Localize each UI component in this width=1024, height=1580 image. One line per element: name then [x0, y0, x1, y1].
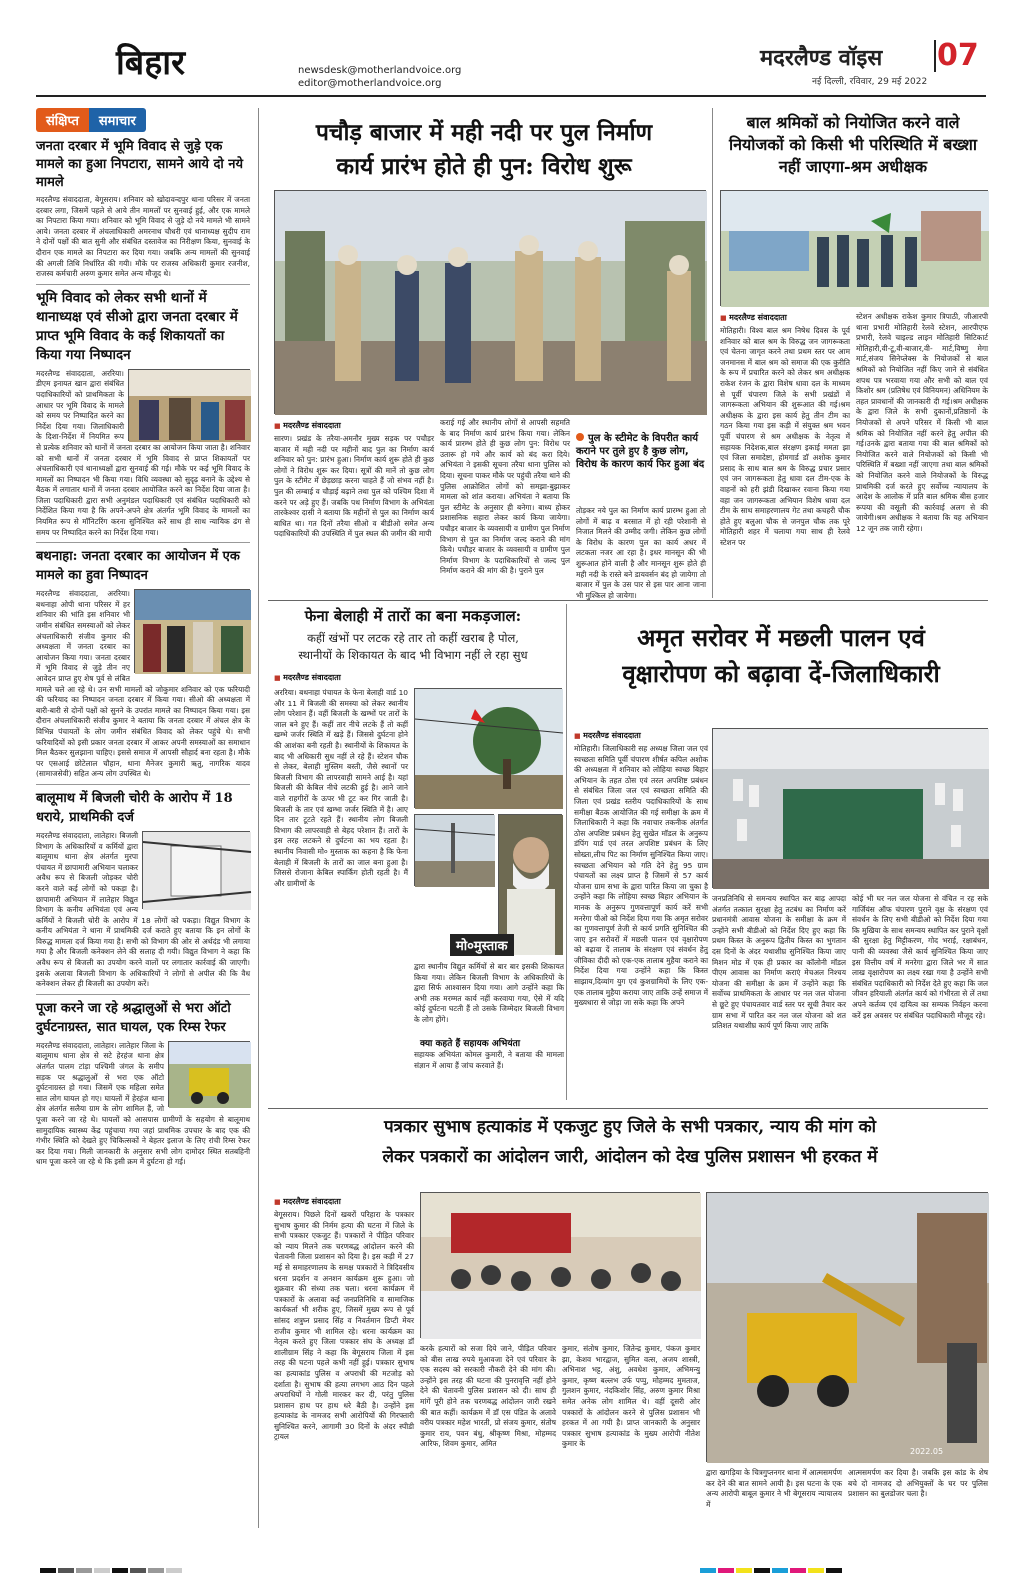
column-rule — [712, 108, 713, 598]
sarovar-body-col-3: कोई भी घर नल जल योजना से वंचित न रह सके गार्जियंस ऑफ चंपारण पुराने वृक्ष के संरक्षण एवं संवर्धन के लिए सभी बीडीओ को निर्देश दिया गया कि मुखिया के साथ समन्वय स्थापित कर पुराने वृक्षों की सुरक्षा हेतु मिट्टीकरण, गोद भराई, रक्षाबंधन, पानी की व्यवस्था जैसे कार्य सुनिश्चित किया जाए इस वित्तीय वर्ष में मनरेगा द्वारा जिले भर में सात लाख वृक्षारोपण का लक्ष्य रखा गया है उन्होंने सभी संबंधित पदाधिकारी को निर्देश देते हुए कहा कि जल जीवन हरियाली अंतर्गत कार्य को गंभीरता से लें तथा अपने कर्तव्य एवं दायित्व का सम्यक निर्वहन करना करें इस अवसर पर संबंधित पदाधिकारी मौजूद रहे। — [852, 894, 989, 1020]
wires-photo-person — [498, 814, 562, 954]
footer-registration-marks — [40, 1558, 184, 1577]
newsdesk-email[interactable]: newsdesk@motherlandvoice.org — [298, 65, 462, 76]
column-rule — [566, 604, 567, 1100]
journalist-caption-2: आत्मसमर्पण कर दिया है। जबकि इस कांड के शेष बचे दो नामजद दो अभियुक्तों के घर पर पुलिस प्रशासन का बुलडोजर चला है। — [848, 1468, 988, 1499]
brief-item-1 — [36, 138, 250, 280]
wires-photo-street — [414, 814, 494, 886]
wires-body-col-3: सहायक अभियंता कोमल कुमारी, ने बताया की मामला संज्ञान में आया हैं जांच करवाते हैं। — [414, 1050, 564, 1070]
wires-photo-tree — [414, 688, 562, 808]
journalist-caption-1: द्वारा खगड़िया के चित्रगुप्तनगर थाना में आत्मसमर्पण कर देने की बात सामने आयी है। इस घटना के एक अन्य आरोपी बाबूल कुमार ने भी बेगूसराय न्यायालय में — [706, 1468, 842, 1509]
brief-badge-left: संक्षिप्त — [36, 108, 89, 132]
sarovar-body-col-2: जनप्रतिनिधि से समन्वय स्थापित कर बाढ़ आपदा अंतर्गत तत्काल सुरक्षा हेतु तटबंध का निर्माण करें प्रधानमंत्री आवास योजना के समीक्षा के क्रम में उन्होंने सभी बीडीओ को निर्देश दिए हुए कहा कि प्रथम किस्त के अनुरूप द्वितीय किस्त का भुगतान दस दिनों के अंदर यथाशीघ्र सुनिश्चित किया जाए मिशन मोड में एक ही प्रकार का कॉलोनी मॉडल पीएम आवास का निर्माण कराएं मेचअल निश्चय योजना की समीक्षा के क्रम में उन्होंने कहा कि सर्वोच्च प्राथमिकता के आधार पर नल जल योजना से छूटे हुए पंचायतवार वार्ड स्तर पर सूची तैयार कर ग्राम सभा में पारित कर नल जल योजना को शत प्रतिशत यथाशीघ्र कार्य पूर्ण किया जाए ताकि — [712, 894, 846, 1031]
brief-item-2 — [36, 289, 250, 539]
brief-headline: पूजा करने जा रहे श्रद्धालुओं से भरा ऑटो दुर्घटनाग्रस्त, सात घायल, एक रिम्स रेफर — [36, 1000, 231, 1035]
accident-photo — [169, 1042, 251, 1108]
brief-body: मदरलैण्ड संवाददाता, लातेहार। बिजली विभाग के अधिकारियों व कर्मियों द्वारा बालूमाथ थाना क्षेत्र अंतर्गत मुरपा पंचायत में छापामारी अभियान चलाकर अवैध रूप से बिजली जोड़कर चोरी करने वाले कई लोगों को पकड़ा है। छापामारी अभियान में लातेहार विद्युत विभाग के कनीय अभियंता एवं अन्य कर्मियों ने बिजली चोरी के आरोप में 18 लोगों को पकड़ा। विद्युत विभाग के कनीय अभियंता ने थाना में प्राथमिकी दर्ज कराते हुए बताया कि इन लोगों के विरुद्ध मामला दर्ज किया गया है। सभी को विभाग की ओर से अर्थदंड भी लगाया गया है और बिजली कनेक्शन लेने की सलाह दी गयी। विद्युत विभाग ने कहा कि अवैध रूप से बिजली का उपयोग करने वालों पर लगातार कार्रवाई की जाएगी। इसके अलावा बिजली विभाग के अधिकारियों ने लोगों से अपील की कि वैध कनेक्शन लेकर ही बिजली का उपयोग करें। — [36, 830, 250, 989]
brief-divider — [36, 784, 250, 785]
sarovar-photo — [712, 728, 988, 888]
lead-byline: ■ मदरलैण्ड संवाददाता — [274, 420, 341, 431]
journalist-photo-protest — [420, 1192, 700, 1338]
brief-divider — [36, 284, 250, 285]
brief-item-5 — [36, 999, 250, 1168]
lead-photo — [274, 190, 706, 414]
rally-photo — [721, 191, 989, 307]
brief-body: मदरलैण्ड संवाददाता, अररिया। बथनाहा ओपी थाना परिसर में हर शनिवार की भांति इस शनिवार भी जमीन संबंधित समस्याओं को लेकर अंचलाधिकारी संजीव कुमार की अध्यक्षता में जनता दरबार का आयोजन किया गया। जनता दरबार में भूमि विवाद से जुड़े तीन नए आवेदन प्राप्त हुए शेष पूर्व से लंबित मामले चले आ रहे थे। उन सभी मामलों को जोकुमार शनिवार को एक फरियादी की फरियाद का निष्पादन जनता दरबार में किया गया। सीओ की अध्यक्षता में बारी-बारी से दोनों पक्षों को सुनने के उपरांत मामले का निष्पादन किया गया। इस दौरान अंचलाधिकारी संजीव कुमार ने बताया कि जनता दरबार में अंचल क्षेत्र के विभिन्न पंचायतों के लोग जमीन संबंधित विवाद को लेकर पहुंचे थे। सभी फरियादियों को इसी प्रकार जनता दरबार में आकर अपनी समस्याओं का समाधान मिल बैठकर सुलझाना चाहिए। इससे समाज में आपसी सौहार्द बना रहता है। मौके पर एसआई छोटेलाल चौहान, थाना मैनेजर कुमारी ऋतु, नागरिक यादव (सामाजसेवी) सहित अन्य लोग उपस्थित थे। — [36, 589, 250, 779]
email-block — [298, 64, 461, 90]
paper-name: मदरलैण्ड वॉइस — [760, 45, 883, 71]
lead-headline: पचौड़ बाजार में मही नदी पर पुल निर्माण कार्य प्रारंभ होते ही पुन: विरोध शुरू — [315, 119, 653, 180]
wires-headline: फेना बेलाही में तारों का बना मकड़जाल: — [304, 607, 522, 625]
brief-divider — [36, 542, 250, 543]
child-labour-headline: बाल श्रमिकों को नियोजित करने वाले नियोजकों को किसी भी परिस्थिति में बख्शा नहीं जाएगा-श्रम अधीक्षक — [729, 113, 977, 176]
photo-timestamp: 2022.05 — [910, 1447, 944, 1456]
brief-headline: भूमि विवाद को लेकर सभी थानों में थानाध्यक्ष एवं सीओ द्वारा जनता दरबार में प्राप्त भूमि विवाद के कई शिकायतों का किया गया निष्पादन — [36, 289, 238, 363]
brief-headline: जनता दरबार में भूमि विवाद से जुड़े एक मामले का हुआ निपटारा, सामने आये दो नये मामले — [36, 139, 244, 190]
bridge-protest-photo — [275, 191, 707, 415]
wires-body-col-2: द्वारा स्थानीय विद्युत कर्मियों से बार बार इसकी शिकायत किया गया। लेकिन बिजली विभाग के अधिकारियों के द्वारा सिर्फ आश्वासन दिया गया। आगे उन्होंने कहा कि अभी तक मरम्मत कार्य नहीं करवाया गया, ऐसे में यदि कोई दुर्घटना घटती हैं तो उसके जिम्मेदार बिजली विभाग के लोग होंगे। — [414, 962, 564, 1024]
brief-badge-right: समाचार — [89, 108, 146, 132]
janta-darbar-photo — [135, 590, 251, 674]
brief-item-3 — [36, 547, 250, 780]
brief-body: मदरलैण्ड संवाददाता, बेगूसराय। शनिवार को खोदावन्दपुर थाना परिसर में जनता दरबार लगा, जिसमें पहले से आये तीन मामलों पर सुनवाई हुई, और एक मामले का निपटारा किया गया। शनिवार को भूमि विवाद से जुड़े दो नये मामले भी सामने आये। जनता दरबार में अंचलाधिकारी अमरनाथ चौधरी एवं थानाध्यक्ष सुदीप राम ने दोनों पक्षों की बात सुनी और संबंधित दस्तावेज का निरीक्षण किया, सुनवाई के दौरान एक मामले का निपटारा कर दिया गया। जबकि अन्य मामलों की सुनवाई की अगली तिथि निर्धारित की गयी। मौके पर राजस्व अधिकारी कुमार रजनीश, राजस्व कर्मचारी अरुण कुमार समेत अन्य मौजूद थे। — [36, 195, 250, 279]
sarovar-headline: अमृत सरोवर में मछली पालन एवं वृक्षारोपण को बढ़ावा दें-जिलाधिकारी — [622, 623, 940, 688]
section-rule — [268, 600, 988, 601]
lead-body-col-3: तोड़कर नये पुल का निर्माण कार्य प्रारम्भ हुआ तो लोगों में बाढ़ व बरसात में हो रही परेशानी से निजात मिलने की उम्मीद जगी। लेकिन कुछ लोगों के विरोध के कारण पुल का कार्य अधर में लटकता नजर आ रहा है। इधर मानसून की भी शुरूआत होने वाली है और मानसून शुरू होते ही मही नदी के रास्ते बने डायवर्सन बंद हो जायेगा तो बाजार में पुल के उस पार से इस पार आना जाना भी मुश्किल हो जायेगा। — [576, 506, 706, 600]
bulldozer-photo — [707, 1193, 989, 1463]
brief-headline: बथनाहा: जनता दरबार का आयोजन में एक मामले का हुवा निष्पादन — [36, 549, 240, 584]
sarovar-body-col-1: मोतिहारी। जिलाधिकारी सह अध्यक्ष जिला जल एवं स्वच्छता समिति पूर्वी चंपारण शीर्षत कपिल अशोक की अध्यक्षता में शनिवार को लोहिया स्वच्छ बिहार अभियान के तहत ठोस एवं तरल अपशिष्ट प्रबंधन से संबंधित जिला जल एवं स्वच्छता समिति की जिला एवं प्रखंड स्तरीय पदाधिकारियों के साथ समीक्षा बैठक आयोजित की गई समीक्षा के क्रम में जिलाधिकारी ने कहा कि नवाचार तकनीक अंतर्गत ठोस अपशिष्ट प्रबंधन हेतु सुखेत मॉडल के अनुरूप डंपिंग यार्ड एवं तरल अपशिष्ट प्रबंधन के लिए सोख्ता,लीच पिट का निर्माण सुनिश्चित किया जाए।स्वच्छता अभियान को गति देने हेतु 95 ग्राम पंचायतों का लक्ष्य प्राप्त है जिसमें से 57 कार्य योजना ग्राम सभा के द्वारा पारित किया जा चुका है उन्होंने कहा कि लोहिया स्वच्छ बिहार अभियान के मानक के अनुरूप गुणवत्तापूर्ण कार्य करें सभी मनरेगा पीओ को निर्देश दिया गया कि अमृत सरोवर का गुणवत्तापूर्ण तेजी से कार्य प्रगति सुनिश्चित की जाए इन सरोवरों में मछली पालन एवं वृक्षारोपण को बढ़ावा दें तालाब के संरक्षण एवं संवर्धन हेतु जीविका दीदी को एक-एक तालाब मुहैया कराने का निर्देश दिया गया उन्होंने कहा कि किस्त साझाय,दिव्यांग युग एवं कुशग्रामियों के लिए एक-एक तालाब मुहैया कराया जाए ताकि उन्हें समाज में मुख्यधारा से जोड़ा जा सके कहा कि अपने — [574, 744, 708, 1008]
electric-meter-photo — [143, 832, 251, 910]
brief-photo-electric — [142, 831, 250, 909]
journalist-body-col-2: करके हत्यारों को सजा दिये जाने, पीड़ित परिवार को बीस लाख रुपये मुआवजा देने एवं परिवार के एक सदस्य को सरकारी नौकरी देने की मांग की। उन्होंने इस तरह की घटना की पुनरावृत्ति नहीं होने देने की चेतावनी पुलिस प्रशासन को दी। साथ ही मांगें पूरी होने तक चरणबद्ध आंदोलन जारी रखने की बात कहीं। कार्यक्रम में डॉ एस पंडित के अलावे वरीय पत्रकार महेश भारती, प्रो संजय कुमार, संतोष कुमार राय, पवन बंधु, श्रीकृष्ण मिश्रा, मोहम्मद आरिफ, शिवम कुमार, अमित — [420, 1344, 556, 1449]
header-rule — [36, 95, 986, 97]
brief-item-4 — [36, 789, 250, 990]
child-labour-photo — [720, 190, 988, 306]
lead-body-col-1: सारण। प्रखंड के तरैया-अमनौर मुख्य सड़क पर पचौड़र बाजार में मही नदी पर महीनों बाद पुल का निर्माण कार्य शनिवार को पुन: प्रारंभ हुआ। निर्माण कार्य शुरू होते ही कुछ लोगों ने विरोध शुरू कर दिया। सूत्रों की मानें तो कुछ लोग पुल के स्टीमेट में छेड़छाड़ करना चाहते हैं जो संभव नहीं है। पुल की लम्बाई व चौड़ाई बढ़ाने तथा पुल को पश्चिम दिशा में करने पर अड़े हुए हैं। जबकि पथ निर्माण विभाग के अभियंता तारकेश्वर दासी ने बताया कि महीनों से पुल का निर्माण कार्य बाधित था। गत दिनों तरैया सीओ व बीडीओ समेत अन्य पदाधिकारियों की उपस्थिति में पुल स्थल की जमीन की मापी — [274, 434, 434, 539]
section-title: बिहार — [116, 43, 185, 83]
lead-pull-quote: पुल के स्टीमेट के विपरीत कार्य कराने पर तुले हुए है कुछ लोग, विरोध के कारण कार्य फिर हुआ बंद — [576, 433, 705, 470]
section-rule — [268, 1108, 988, 1109]
sarovar-byline: ■ मदरलैण्ड संवाददाता — [574, 730, 641, 741]
brief-photo-land — [128, 369, 250, 441]
brief-divider — [36, 994, 250, 995]
wires-subtitle: क्या कहते हैं सहायक अभियंता — [420, 1039, 521, 1049]
editor-email[interactable]: editor@motherlandvoice.org — [298, 78, 442, 89]
land-dispute-photo — [129, 370, 251, 442]
wires-subhead: कहीं खंभों पर लटक रहे तार तो कहीं खराब है पोल, स्थानीयों के शिकायत के बाद भी विभाग नहीं ले रहा सुध — [298, 631, 528, 662]
wires-byline: ■ मदरलैण्ड संवाददाता — [274, 672, 341, 683]
street-pole-photo — [415, 815, 495, 887]
brief-body: मदरलैण्ड संवाददाता, लातेहार। लातेहार जिला के बालूमाथ थाना क्षेत्र से सटे हेरहंज थाना क्षेत्र अंतर्गत पालम टांड़ा पश्चिमी जंगल के समीप सड़क पर श्रद्धालुओं से भरा एक ऑटो दुर्घटनाग्रस्त हो गया। जिसमें एक महिला समेत सात लोग घायल हो गए। घायलों में हेरहंज थाना क्षेत्र अंतर्गत सलैया ग्राम के लोग शामिल हैं, जो पूजा करने जा रहे थे। घायलों को आसपास ग्रामीणों के सहयोग से बालूमाथ सामुदायिक स्वास्थ्य केंद्र पहुंचाया गया जहां प्राथमिक उपचार के बाद एक की गंभीर स्थिति को देखते हुए चिकित्सकों ने बेहतर इलाज के लिए रांची रिम्स रेफर कर दिया गया। मिली जानकारी के अनुसार सभी लोग दामोदर स्थित सतबहिनी धाम पूजा करने जा रहे थे कि इसी क्रम में दुर्घटना हो गई। — [36, 1040, 250, 1167]
column-rule — [258, 108, 259, 1528]
journalist-headline: पत्रकार सुभाष हत्याकांड में एकजुट हुए जिले के सभी पत्रकार, न्याय की मांग को लेकर पत्रकारों का आंदोलन जारी, आंदोलन को देख पुलिस प्रशासन भी हरकत में — [382, 1117, 878, 1167]
child-labour-byline: ■ मदरलैण्ड संवाददाता — [720, 312, 787, 323]
meeting-hall-photo — [713, 729, 989, 889]
brief-headline: बालूमाथ में बिजली चोरी के आरोप में 18 धराये, प्राथमिकी दर्ज — [36, 790, 233, 825]
brief-badge — [36, 108, 250, 132]
journalist-photo-bulldozer — [706, 1192, 988, 1462]
brief-body: मदरलैण्ड संवाददाता, अररिया। डीएम इनायत खान द्वारा संबंधित पदाधिकारियों को प्राथमिकता के आधार पर भूमि विवाद के मामले को समय पर निष्पादित करने का निर्देश दिया गया। जिलाधिकारी के दिशा-निर्देश में नियमित रूप से प्रत्येक शनिवार को थानों में जनता दरबार का आयोजन किया जाता है। शनिवार को सभी थानों में जनता दरबार में भूमि विवाद से प्राप्त शिकायतों पर अंचलाधिकारी एवं थानाध्यक्षों द्वारा सुनवाई की गई। मौके पर कई भूमि विवाद के मामलों का निष्पादन भी किया गया। विधि व्यवस्था को सुदृढ़ बनाने के उद्देश्य से बैठक में लगातार थानों में जनता दरबार आयोजित करने का निर्देश दिया जाता है। जिला पदाधिकारी द्वारा सभी अनुमंडल पदाधिकारी एवं संबंधित पदाधिकारी को निर्देशित किया गया है कि अपने-अपने क्षेत्र अंतर्गत भूमि विवाद के मामलों का नियमित रूप से मॉनिटरिंग करना सुनिश्चित करें साथ ही साथ न्यायिक ढंग से समय पर निष्पादित करने का निर्देश दिया गया। — [36, 368, 250, 537]
brief-photo-court — [134, 589, 250, 673]
lead-body-col-2: कराई गई और स्थानीय लोगों से आपसी सहमति के बाद निर्माण कार्य प्रारंभ किया गया। लेकिन कार्य प्रारम्भ होते ही कुछ लोग पुन: विरोध पर उतारू हो गये और कार्य को बंद करा दिये। अभियंता ने इसकी सूचना तरैया थाना पुलिस को दिया। सूचना पाकर मौके पर पहुंची तरैया थाने की पुलिस आक्रोशित लोगों को समझा-बुझाकर मामला को शांत कराया। अभियंता ने बताया कि पुल स्टीमेट के अनुसार ही बनेगा। बाध्य होकर प्रशासनिक सहारा लेकर कार्य किया जायेगा। पचौड़र बाजार के व्यवसायी व ग्रामीण पुल निर्माण विभाग से पुल का निर्माण जल्द कराने की मांग किये। पचौड़र बाजार के व्यवसायी व ग्रामीण पुल निर्माण विभाग के पदाधिकारियों से जल्द पुल निर्माण कराने की मांग की है। पुराने पुल — [440, 418, 570, 576]
child-labour-body-col-2: स्टेशन अधीक्षक राकेश कुमार त्रिपाठी, जीआरपी थाना प्रभारी मोतिहारी रेलवे स्टेशन, आरपीएफ प्रभारी, रेलवे चाइल्ड लाइन मोतिहारी सिटिकार्ट मोतिहारी,वी-टू,वी-बाजार,वी- मार्ट,विष्णु मेगा मार्ट,संजय सिनेप्लेक्स के नियोजकों से बाल श्रमिकों को नियोजित नहीं किए जाने से संबंधित शपथ पत्र भरवाया गया और सभी को बाल एवं किशोर श्रम (प्रतिषेध एवं विनियमन) अधिनियम के तहत प्रावधानों की जानकारी दी गई।श्रम अधीक्षक के द्वारा जिले के सभी दुकानों,प्रतिष्ठानों के नियोजकों से अपने परिसर में किसी भी बाल श्रमिक को नियोजित नहीं करने हेतु अपील की गई।उनके द्वारा बताया गया की बाल श्रमिकों को नियोजित करने वाले नियोजकों को किसी भी परिस्थिति में बख्शा नहीं जाएगा तथा बाल श्रमिकों को नियोजित करने वाले नियोजकों के विरुद्ध प्राथमिकी दर्ज करते हुए सर्वोच्च न्यायालय के आदेश के आलोक में प्रति बाल श्रमिक बीस हजार रूपया की वसूली की कार्रवाई अलग से की जायेगी।श्रम अधीक्षक ने बताया कि यह अभियान 12 जून तक जारी रहेगा। — [856, 312, 988, 533]
journalist-body-col-1: बेगूसराय। पिछले दिनों खबरों परिहारा के पत्रकार सुभाष कुमार की निर्मम हत्या की घटना में जिले के सभी पत्रकार एकजुट हैं। पत्रकारों ने पीड़ित परिवार को न्याय मिलने तक चरणबद्ध आंदोलन करने की चेतावनी जिला प्रशासन को दिया है। इस कड़ी में 27 मई से समाहरणालय के समक्ष पत्रकारों ने त्रिदिवसीय धरना प्रदर्शन व अनशन कार्यक्रम शुरू हुआ। जो शुक्रवार की संध्या तक चला। धरना कार्यक्रम में पत्रकारों के अलावा कई जनप्रतिनिधि व सामाजिक कार्यकर्ता भी शरीक हुए, जिसमें मुख्य रूप से पूर्व सांसद शत्रुघ्न प्रसाद सिंह व निवर्तमान डिप्टी मेयर राजीव कुमार भी शामिल रहे। धरना कार्यक्रम का नेतृत्व करते हुए जिला पत्रकार संघ के अध्यक्ष डॉ शालीग्राम सिंह ने कहा कि बेगूसराय जिला में इस तरह की घटना पहले कभी नहीं हुई। पत्रकार सुभाष का हत्याकांड पुलिस व अपराधी की मटजोड़ को दर्शाता है। सुभाष की हत्या लगभग आठ दिन पहले अपराधियों ने गोली मारकर कर दी, परंतु पुलिस प्रशासन हाथ पर हाथ धरे बैठी है। उन्होंने इस हत्याकांड के नामजद सभी आरोपियों की गिरफ्तारी सुनिश्चित करने, आगामी 30 दिनों के अंदर स्पीडी ट्रायल — [274, 1210, 414, 1442]
journalist-byline: ■ मदरलैण्ड संवाददाता — [274, 1196, 341, 1207]
tree-wires-photo — [415, 689, 563, 809]
brief-column — [36, 108, 250, 1528]
journalist-body-col-3: कुमार, संतोष कुमार, जितेन्द्र कुमार, पंकज कुमार झा, केशव भारद्वाज, सुमित वत्स, अजय शास्त्री, अभिनाश भट्ट, अंशु, अवधेश कुमार, अभिमन्यु कुमार, कृष्ण बल्लभ उर्फ पप्पु, मोहम्मद मुमताज, गुलशन कुमार, नंदकिशोर सिंह, अरुण कुमार मिश्रा समेत अनेक लोग शामिल थे। वहीं दूसरी ओर पत्रकारों के आंदोलन करने से पुलिस प्रशासन भी हरकत में आ गयी है। प्राप्त जानकारी के अनुसार पत्रकार सुभाष हत्याकांड के मुख्य आरोपी नीतेश कुमार के — [562, 1344, 700, 1449]
wires-body-col-1: अररिया। बथनाहा पंचायत के फेना बेलाही वार्ड 10 और 11 में बिजली की समस्या को लेकर स्थानीय लोग परेशान हैं। वहीं बिजली के खम्भों पर तारों के जाल बने हुए हैं। कहीं तार नीचे लटके हैं तो कहीं खम्भे जर्जर स्थिति में खड़े हैं। जिससे दुर्घटना होने की आशंका बनी रहती है। स्थानीयों के शिकायत के बाद भी अधिकारी सुध नहीं ले रहे हैं। स्टेशन चौक से लेकर, बेलाही मुस्लिम बस्ती, जैसे स्थानों पर बिजली विभाग की लापरवाही सामने आई है। यहां बिजली की केबिल नीचे लटकी हुई है। आने जाने वाले राहगीरों के ऊपर भी टूट कर गिर जाती है। बिजली के तार एवं खम्भा जर्जर स्थिति में है। आए दिन तार टूटते रहते हैं। स्थानीय लोग बिजली विभाग की लापरवाही से बेहद परेशान हैं। तारों के इस तरह लटकने से दुर्घटना का भय रहता है। स्थानीय निवासी मो० मुस्ताक का कहना है कि फेना बेलाही में बिजली के तारों का जाल बना हुआ है। जिससे रोजाना केबिल स्पार्किंग होती रहती है। मैं और ग्रामीणों के — [274, 688, 408, 888]
dateline: नई दिल्ली, रविवार, 29 मई 2022 — [812, 77, 928, 87]
dharna-photo — [421, 1193, 701, 1339]
child-labour-body-col-1: मोतिहारी। विश्व बाल श्रम निषेध दिवस के पूर्व शनिवार को बाल श्रम के विरुद्ध जन जागरूकता एवं चेतना जागृत करने तथा प्रथम स्तर पर आम जनमानस में बाल श्रम को समाज की एक कुरीति के रूप में प्रचारित करने को लेकर श्रम अधीक्षक राकेश रंजन के द्वारा विशेष धावा दल के माध्यम से पूर्वी चंपारण जिले के सभी प्रखंडों में जागरूकता अभियान की शुरूआत की गई।श्रम अधीक्षक के द्वारा इस कार्य हेतु तीन टीम का गठन किया गया इस कड़ी में संयुक्त श्रम भवन पूर्वी चंपारण से श्रम अधीक्षक के नेतृत्व में सहायक निदेशक,बाल संरक्षण इकाई ममता झा एवं जिला समादेष्टा, होमगार्ड डॉ अशोक कुमार प्रसाद के साथ बाल श्रम के विरुद्ध प्रचार प्रसार एवं जन जागरूकता हेतु धावा दल टीम-एक के वाहनों को हरी झंडी दिखाकर रवाना किया गया वहा जन जागरूकता अभियान विशेष धावा दल टीम के साथ समाहरणालय गेट तथा कचहरी चौक होते हुए बलुआ चौक से जनपुल चौक तक पूरे मोतिहारी शहर में चलाया गया साथ ही रेलवे स्टेशन पर — [720, 326, 850, 547]
footer-color-marks — [700, 1558, 844, 1577]
wires-photo-label: मो०मुस्ताक — [450, 934, 514, 956]
header-divider — [934, 40, 936, 72]
brief-photo-accident — [168, 1041, 250, 1107]
page-number: 07 — [937, 38, 979, 73]
bullet-icon — [576, 433, 584, 441]
